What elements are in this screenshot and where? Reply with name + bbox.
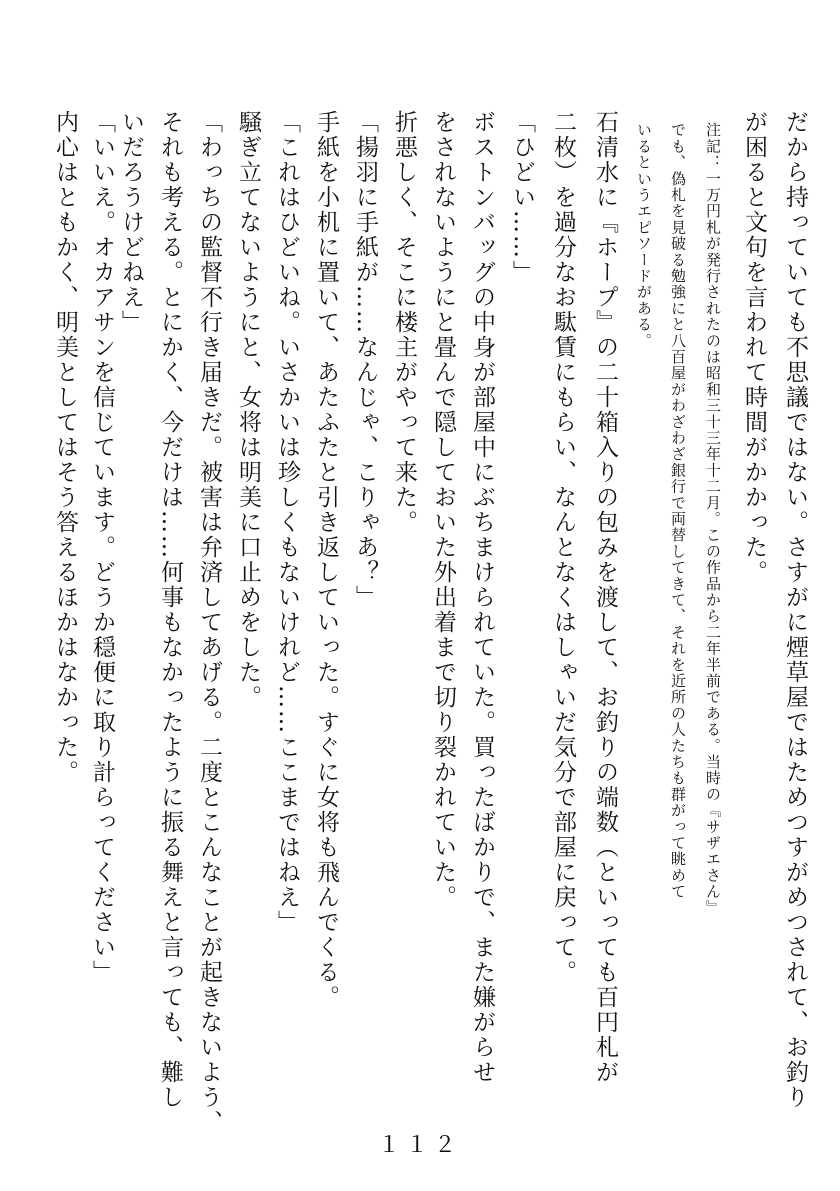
text-line: 「いいえ。オカアサンを信じています。どうか穏便に取り計らってください」	[89, 110, 115, 985]
text-line: 「これはひどいね。いさかいは珍しくもないけれど……ここまではねえ」	[274, 110, 300, 935]
annotation-line: でも、偽札を見破る勉強にと八百屋がわざわざ銀行で両替してきて、それを近所の人たちも群がって眺めて	[669, 122, 687, 900]
page-number: １１２	[377, 1133, 462, 1158]
text-line: いだろうけどねえ」	[118, 110, 144, 335]
text-line: 石清水に『ホープ』の二十箱入りの包みを渡して、お釣りの端数（といっても百円札が	[592, 110, 618, 1085]
text-line: 「わっちの監督不行き届きだ。被害は弁済してあげる。二度とこんなことが起きないよう、	[196, 110, 222, 1135]
text-line: をされないようにと畳んで隠しておいた外出着まで切り裂かれていた。	[430, 110, 456, 910]
annotation-line: いるというエピソードがある。	[635, 122, 653, 349]
text-line: 内心はともかく、明美としてはそう答えるほかはなかった。	[52, 110, 78, 785]
text-line: が困ると文句を言われて時間がかかった。	[741, 110, 767, 585]
text-line: 「ひどい……」	[509, 110, 535, 285]
text-line: それも考える。とにかく、今だけは……何事もなかったように振る舞えと言っても、難し	[157, 110, 183, 1110]
text-line: 騒ぎ立てないようにと、女将は明美に口止めをした。	[235, 110, 261, 710]
text-line: だから持っていても不思議ではない。さすがに煙草屋ではためつすがめつされて、お釣り	[782, 110, 808, 1110]
text-line: 「揚羽に手紙が……なんじゃ、こりゃあ？」	[352, 110, 378, 610]
text-line: ボストンバッグの中身が部屋中にぶちまけられていた。買ったばかりで、また嫌がらせ	[469, 110, 495, 1085]
text-line: 二枚）を過分なお駄賃にもらい、なんとなくはしゃいだ気分で部屋に戻って。	[550, 110, 576, 985]
text-line: 折悪しく、そこに楼主がやって来た。	[391, 110, 417, 535]
text-line: 手紙を小机に置いて、あたふたと引き返していった。すぐに女将も飛んでくる。	[313, 110, 339, 1010]
annotation-line: 注記：一万円札が発行されたのは昭和三十三年十二月。この作品から二年半前である。当時の『サザエさん』	[704, 122, 722, 916]
